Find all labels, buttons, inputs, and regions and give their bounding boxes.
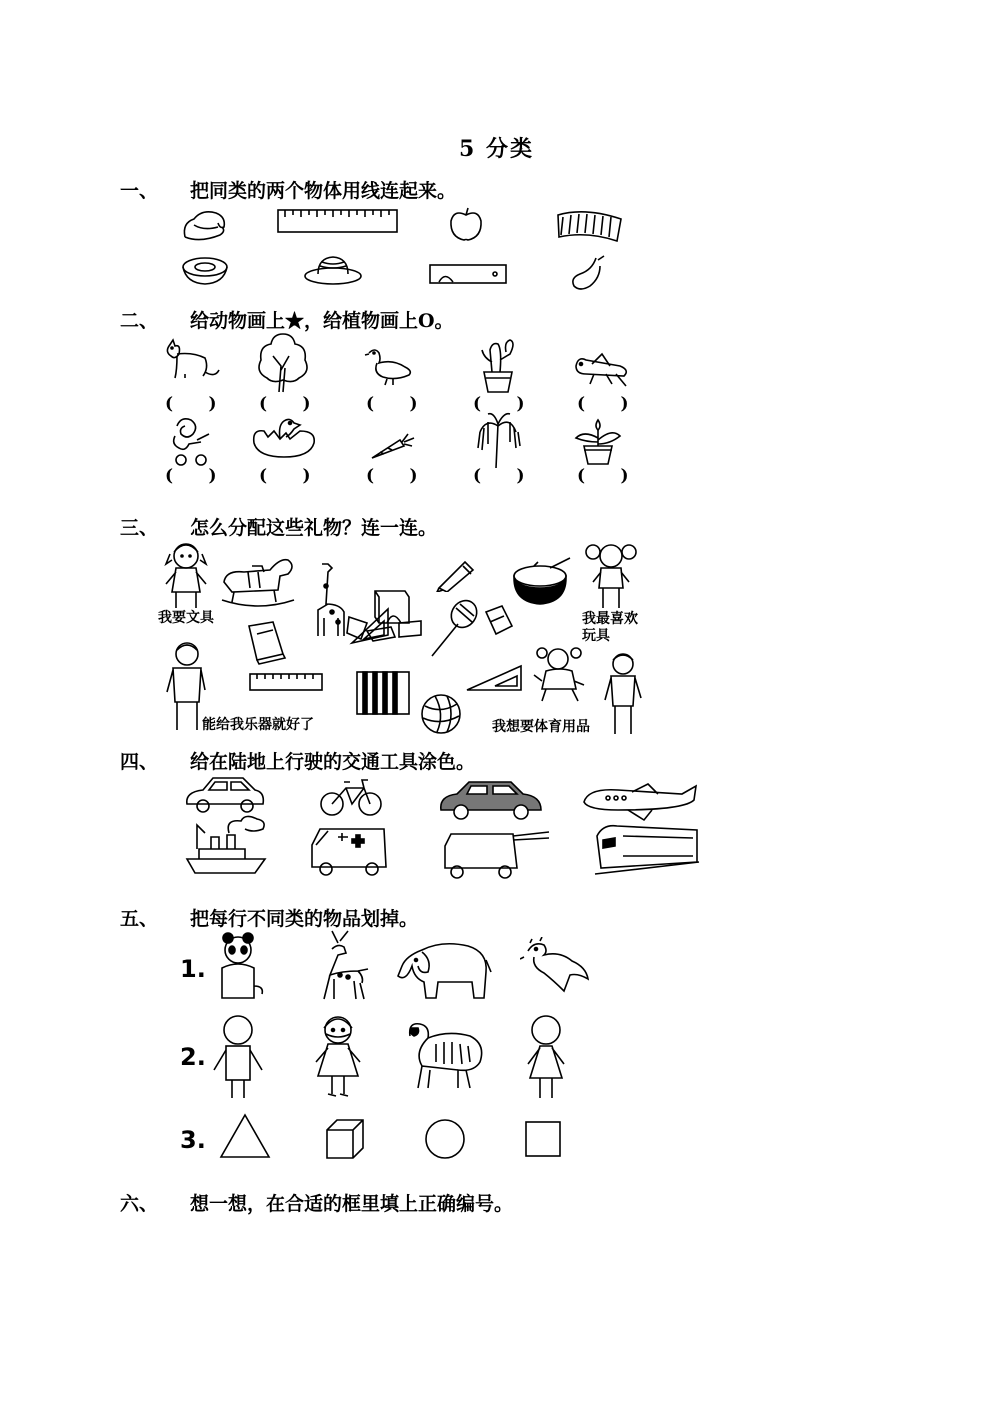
answer-paren[interactable]: ( ): [259, 466, 311, 486]
pencil-box-icon[interactable]: [429, 263, 509, 285]
set-square-icon[interactable]: [465, 664, 525, 692]
panda-toy-icon[interactable]: [214, 932, 266, 1002]
book-icon[interactable]: [243, 620, 289, 666]
cube-shape-icon[interactable]: [325, 1118, 365, 1160]
section-6-instruction: 想一想，在合适的框里填上正确编号。: [190, 1193, 514, 1215]
section-5-instruction: 把每行不同类的物品划掉。: [190, 908, 419, 930]
section-1-instruction: 把同类的两个物体用线连起来。: [190, 180, 457, 202]
cactus-icon[interactable]: [474, 336, 522, 394]
elephant-icon[interactable]: [392, 938, 492, 1002]
hat-icon[interactable]: [180, 205, 230, 245]
caption-toys: 我最喜欢 玩具: [582, 611, 638, 644]
apple-icon[interactable]: [446, 207, 486, 243]
section-2-instruction: 给动物画上★，给植物画上O。: [190, 310, 454, 332]
train-icon[interactable]: [593, 820, 701, 878]
flying-squirrel-icon[interactable]: [520, 937, 592, 995]
eraser-icon[interactable]: [480, 602, 516, 642]
stick-figure-girl-icon[interactable]: [518, 1014, 574, 1100]
section-2-header: 二、 给动物画上★，给植物画上O。: [120, 310, 454, 332]
potted-flower-icon[interactable]: [572, 416, 624, 466]
section-6-header: 六、 想一想，在合适的框里填上正确编号。: [120, 1193, 514, 1215]
triangle-ruler-icon[interactable]: [348, 605, 392, 645]
row-number-2: 2.: [180, 1043, 206, 1071]
tennis-racket-icon[interactable]: [428, 598, 482, 660]
caption-instruments: 能给我乐器就好了: [202, 717, 314, 733]
answer-paren[interactable]: ( ): [259, 394, 311, 414]
willow-icon[interactable]: [470, 408, 524, 470]
snail-icon[interactable]: [167, 414, 213, 468]
sheep-icon[interactable]: [400, 1018, 486, 1090]
answer-paren[interactable]: ( ): [165, 394, 217, 414]
carrot-icon[interactable]: [370, 432, 416, 460]
cat-icon[interactable]: [163, 338, 223, 382]
girl-pigtails-icon[interactable]: [583, 540, 639, 610]
scarf-icon[interactable]: [555, 205, 625, 245]
answer-paren[interactable]: ( ): [473, 394, 525, 414]
ruler-small-icon[interactable]: [249, 672, 325, 694]
tree-icon[interactable]: [253, 330, 313, 394]
accordion-icon[interactable]: [355, 668, 413, 720]
row-number-3: 3.: [180, 1126, 206, 1154]
ruler-icon[interactable]: [277, 208, 399, 234]
section-1-header: 一、 把同类的两个物体用线连起来。: [120, 180, 457, 202]
answer-paren[interactable]: ( ): [165, 466, 217, 486]
row-number-1: 1.: [180, 955, 206, 983]
pear-icon[interactable]: [566, 254, 608, 292]
worksheet-title: 5 分类: [459, 136, 534, 162]
grasshopper-icon[interactable]: [572, 352, 632, 388]
car-icon[interactable]: [183, 774, 267, 814]
clown-doll-icon[interactable]: [532, 645, 588, 703]
caption-stationery: 我要文具: [158, 610, 214, 626]
trolleybus-icon[interactable]: [441, 828, 553, 882]
straw-hat-icon[interactable]: [302, 252, 364, 288]
section-4-header: 四、 给在陆地上行驶的交通工具涂色。: [120, 751, 476, 773]
answer-paren[interactable]: ( ): [473, 466, 525, 486]
section-4-instruction: 给在陆地上行驶的交通工具涂色。: [190, 751, 476, 773]
bird-icon[interactable]: [363, 345, 415, 387]
bowl-icon[interactable]: [180, 255, 230, 287]
ball-icon[interactable]: [419, 692, 463, 736]
answer-paren[interactable]: ( ): [577, 394, 629, 414]
ambulance-icon[interactable]: [308, 823, 390, 879]
answer-paren[interactable]: ( ): [366, 394, 418, 414]
section-3-header: 三、 怎么分配这些礼物？连一连。: [120, 517, 438, 539]
bicycle-icon[interactable]: [318, 772, 384, 818]
drum-icon[interactable]: [510, 556, 576, 608]
pencil-icon[interactable]: [435, 558, 477, 592]
section-5-header: 五、 把每行不同类的物品划掉。: [120, 908, 419, 930]
answer-paren[interactable]: ( ): [577, 466, 629, 486]
circle-shape-icon[interactable]: [423, 1117, 467, 1161]
steamship-icon[interactable]: [185, 815, 269, 877]
stick-figure-boy-icon[interactable]: [210, 1014, 266, 1100]
caption-sports: 我想要体育用品: [492, 719, 590, 735]
answer-paren[interactable]: ( ): [366, 466, 418, 486]
section-3-instruction: 怎么分配这些礼物？连一连。: [190, 517, 438, 539]
deer-icon[interactable]: [312, 929, 372, 1001]
rocking-horse-icon[interactable]: [218, 552, 298, 612]
duckling-icon[interactable]: [250, 413, 320, 459]
giraffe-icon[interactable]: [310, 560, 350, 640]
girl-figure-icon[interactable]: [158, 540, 214, 610]
square-shape-icon[interactable]: [524, 1120, 562, 1158]
triangle-shape-icon[interactable]: [218, 1112, 272, 1160]
boy-standing-icon[interactable]: [603, 652, 643, 736]
airplane-icon[interactable]: [578, 782, 700, 822]
doll-girl-icon[interactable]: [310, 1014, 366, 1100]
taxi-icon[interactable]: [437, 776, 545, 822]
